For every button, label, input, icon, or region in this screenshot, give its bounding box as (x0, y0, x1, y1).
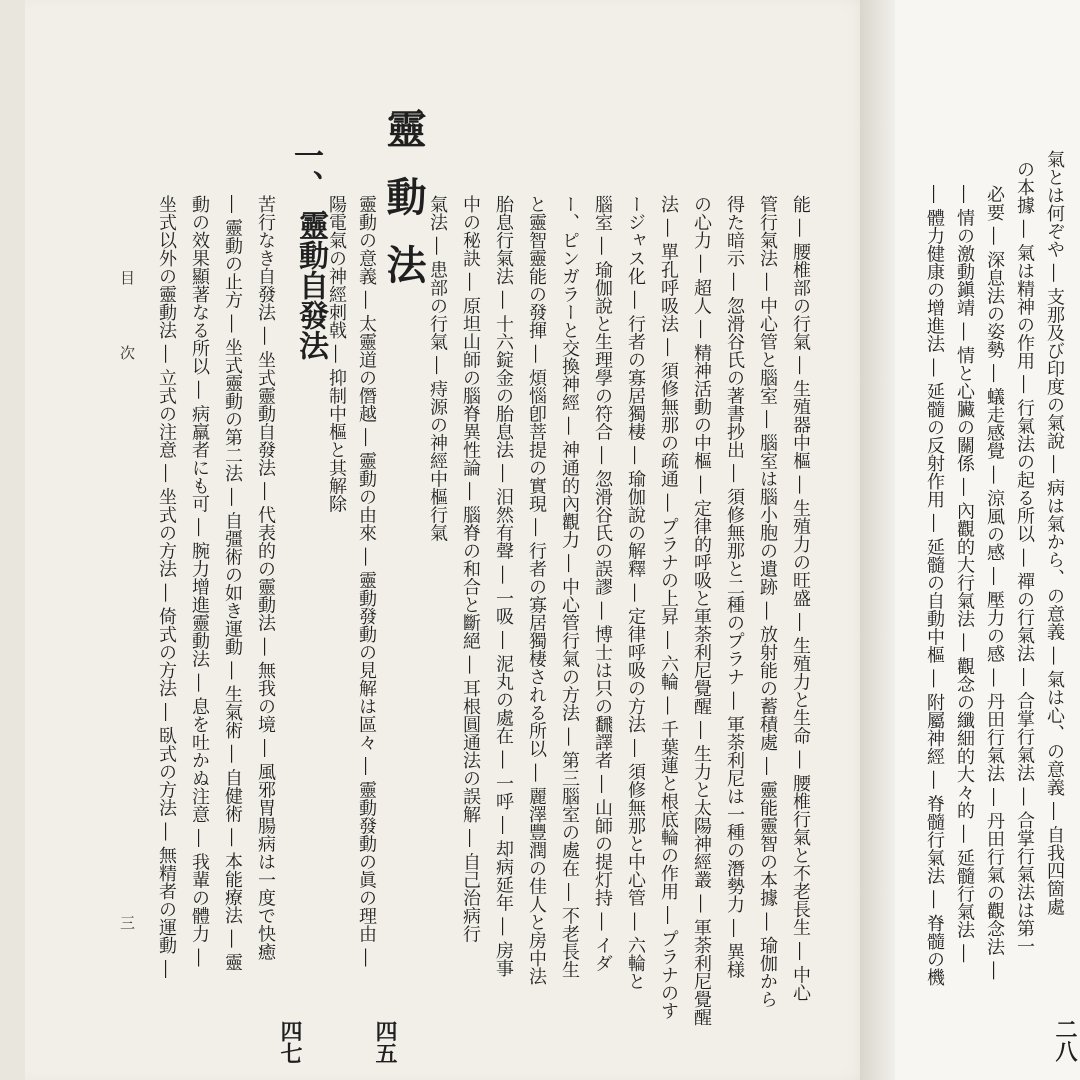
section-line: ― 靈動の止方 ― 坐式靈動の第二法 ― 自彊術の如き運動 ― 生氣術 ― 自健術 ― 本能療法 ― 靈 (222, 195, 243, 972)
content-line: 管行氣法 ― 中心管と腦室 ― 腦室は腦小胞の遺跡 ― 放射能の蓄積處 ― 靈能靈智の本據 ― 瑜伽から (757, 195, 778, 1009)
book-gutter (860, 0, 900, 1080)
left-page (25, 0, 875, 1080)
right-content-line: 必要 ― 深息法の姿勢 ― 蟻走感覺 ― 涼風の感 ― 壓力の感 ― 丹田行氣法 ― 丹田行氣の觀念法 ― (984, 185, 1005, 980)
section-line: 苦行なき自發法 ― 坐式靈動自發法 ― 代表的の靈動法 ― 無我の境 ― 風邪胃腸病は一度で快癒 (255, 195, 276, 961)
content-line: 胎息行氣法 ― 十六錠金の胎息法 ― 汨然有聲 ― 一吸 ― 泥丸の處在 ― 一呼 ― 却病延年 ― 房事 (493, 195, 514, 978)
content-line: と靈智靈能の發揮 ― 煩惱卽菩提の實現 ― 行者の寡居獨棲される所以 ― 麗澤豐潤の佳人と房中法 (526, 195, 547, 986)
content-line: 得た暗示 ― 忽滑谷氏の著書抄出 ― 須修無那と二種のプラナ ― 軍荼利尼は一種の潛勢力 ― 異様 (724, 195, 745, 979)
content-line: ー、ピンガラーと交換神經 ― 神通的內觀力 ― 中心管行氣の方法 ― 第三腦室の處在 ― 不老長生 (559, 195, 580, 979)
chapter-title: 靈動法 (380, 108, 427, 312)
content-line: 腦室 ― 瑜伽說と生理學の符合 ― 忽滑谷氏の誤謬 ― 博士は只の飜譯者 ― 山師の提灯持 ― イダ (592, 195, 613, 973)
content-line: 法 ― 單孔呼吸法 ― 須修無那の疏通 ― プラナの上昇 ― 六輪 ― 千葉蓮と根底輪の作用 ― プラナのす (658, 195, 679, 1020)
right-content-line: ― 情の激動鎭靖 ― 情と心臟の關係 ― 內觀的大行氣法 ― 觀念の纖細的大々的 ― 延髓行氣法 ― (954, 185, 975, 963)
right-page-number: 二八 (1052, 1018, 1078, 1062)
content-line: 中の秘訣 ― 原坦山師の腦脊異性論 ― 腦脊の和合と斷絕 ― 耳根圓通法の誤解 ― 自己治病行 (460, 195, 481, 943)
right-content-line: の本據 ― 氣は精神の作用 ― 行氣法の起る所以 ― 禪の行氣法 ― 合掌行氣法 ― 合掌行氣法は第一 (1014, 160, 1035, 956)
right-content-line: 氣とは何ぞや ― 支那及び印度の氣說 ― 病は氣から、の意義 ― 氣は心、の意義 ― 自我四箇處 (1044, 150, 1065, 916)
right-content-line: ― 體力健康の增進法 ― 延髓の反射作用 ― 延髓の自動中樞 ― 附屬神經 ― 脊髓行氣法 ― 脊髓の機 (924, 185, 945, 986)
section-title: 靈動自發法 (293, 210, 328, 360)
section-marker: 一、 (288, 140, 323, 200)
section-line: 坐式以外の靈動法 ― 立式の注意 ― 坐式の方法 ― 倚式の方法 ― 臥式の方法 ― 無精者の運動 ― (156, 195, 177, 978)
content-line: 能 ― 腰椎部の行氣 ― 生殖器中樞 ― 生殖力の旺盛 ― 生殖力と生命 ― 腰椎行氣と不老長生 ― 中心 (790, 195, 811, 1002)
content-line: の心力 ― 超人 ― 精神活動の中樞 ― 定律的呼吸と軍荼利尼覺醒 ― 生力と太陽神經叢 ― 軍荼利尼覺醒 (691, 195, 712, 1027)
sub-line: 靈動の意義 ― 太靈道の僭越 ― 靈動の由來 ― 靈動發動の見解は區々 ― 靈動發動の眞の理由 ― (356, 195, 377, 967)
content-line: 氣法 ― 患部の行氣 ― 痔源の神經中樞行氣 (427, 195, 448, 542)
section-line: 動の效果顯著なる所以 ― 病羸者にも可 ― 腕力增進靈動法 ― 息を吐かぬ注意 ― 我輩の體力 ― (189, 195, 210, 967)
content-line: ージャス化 ― 行者の寡居獨棲 ― 瑜伽說の解釋 ― 定律呼吸の方法 ― 須修無那と中心管 ― 六輪と (625, 195, 646, 991)
running-header: 目次 (118, 270, 136, 420)
right-page (895, 0, 1080, 1080)
page-number: 三 (118, 915, 136, 930)
chapter-page: 四五 (372, 1020, 398, 1064)
sub-line: 陽電氣の神經刺戟 ― 抑制中樞と其解除 (326, 195, 347, 513)
section-page: 四七 (277, 1020, 303, 1064)
